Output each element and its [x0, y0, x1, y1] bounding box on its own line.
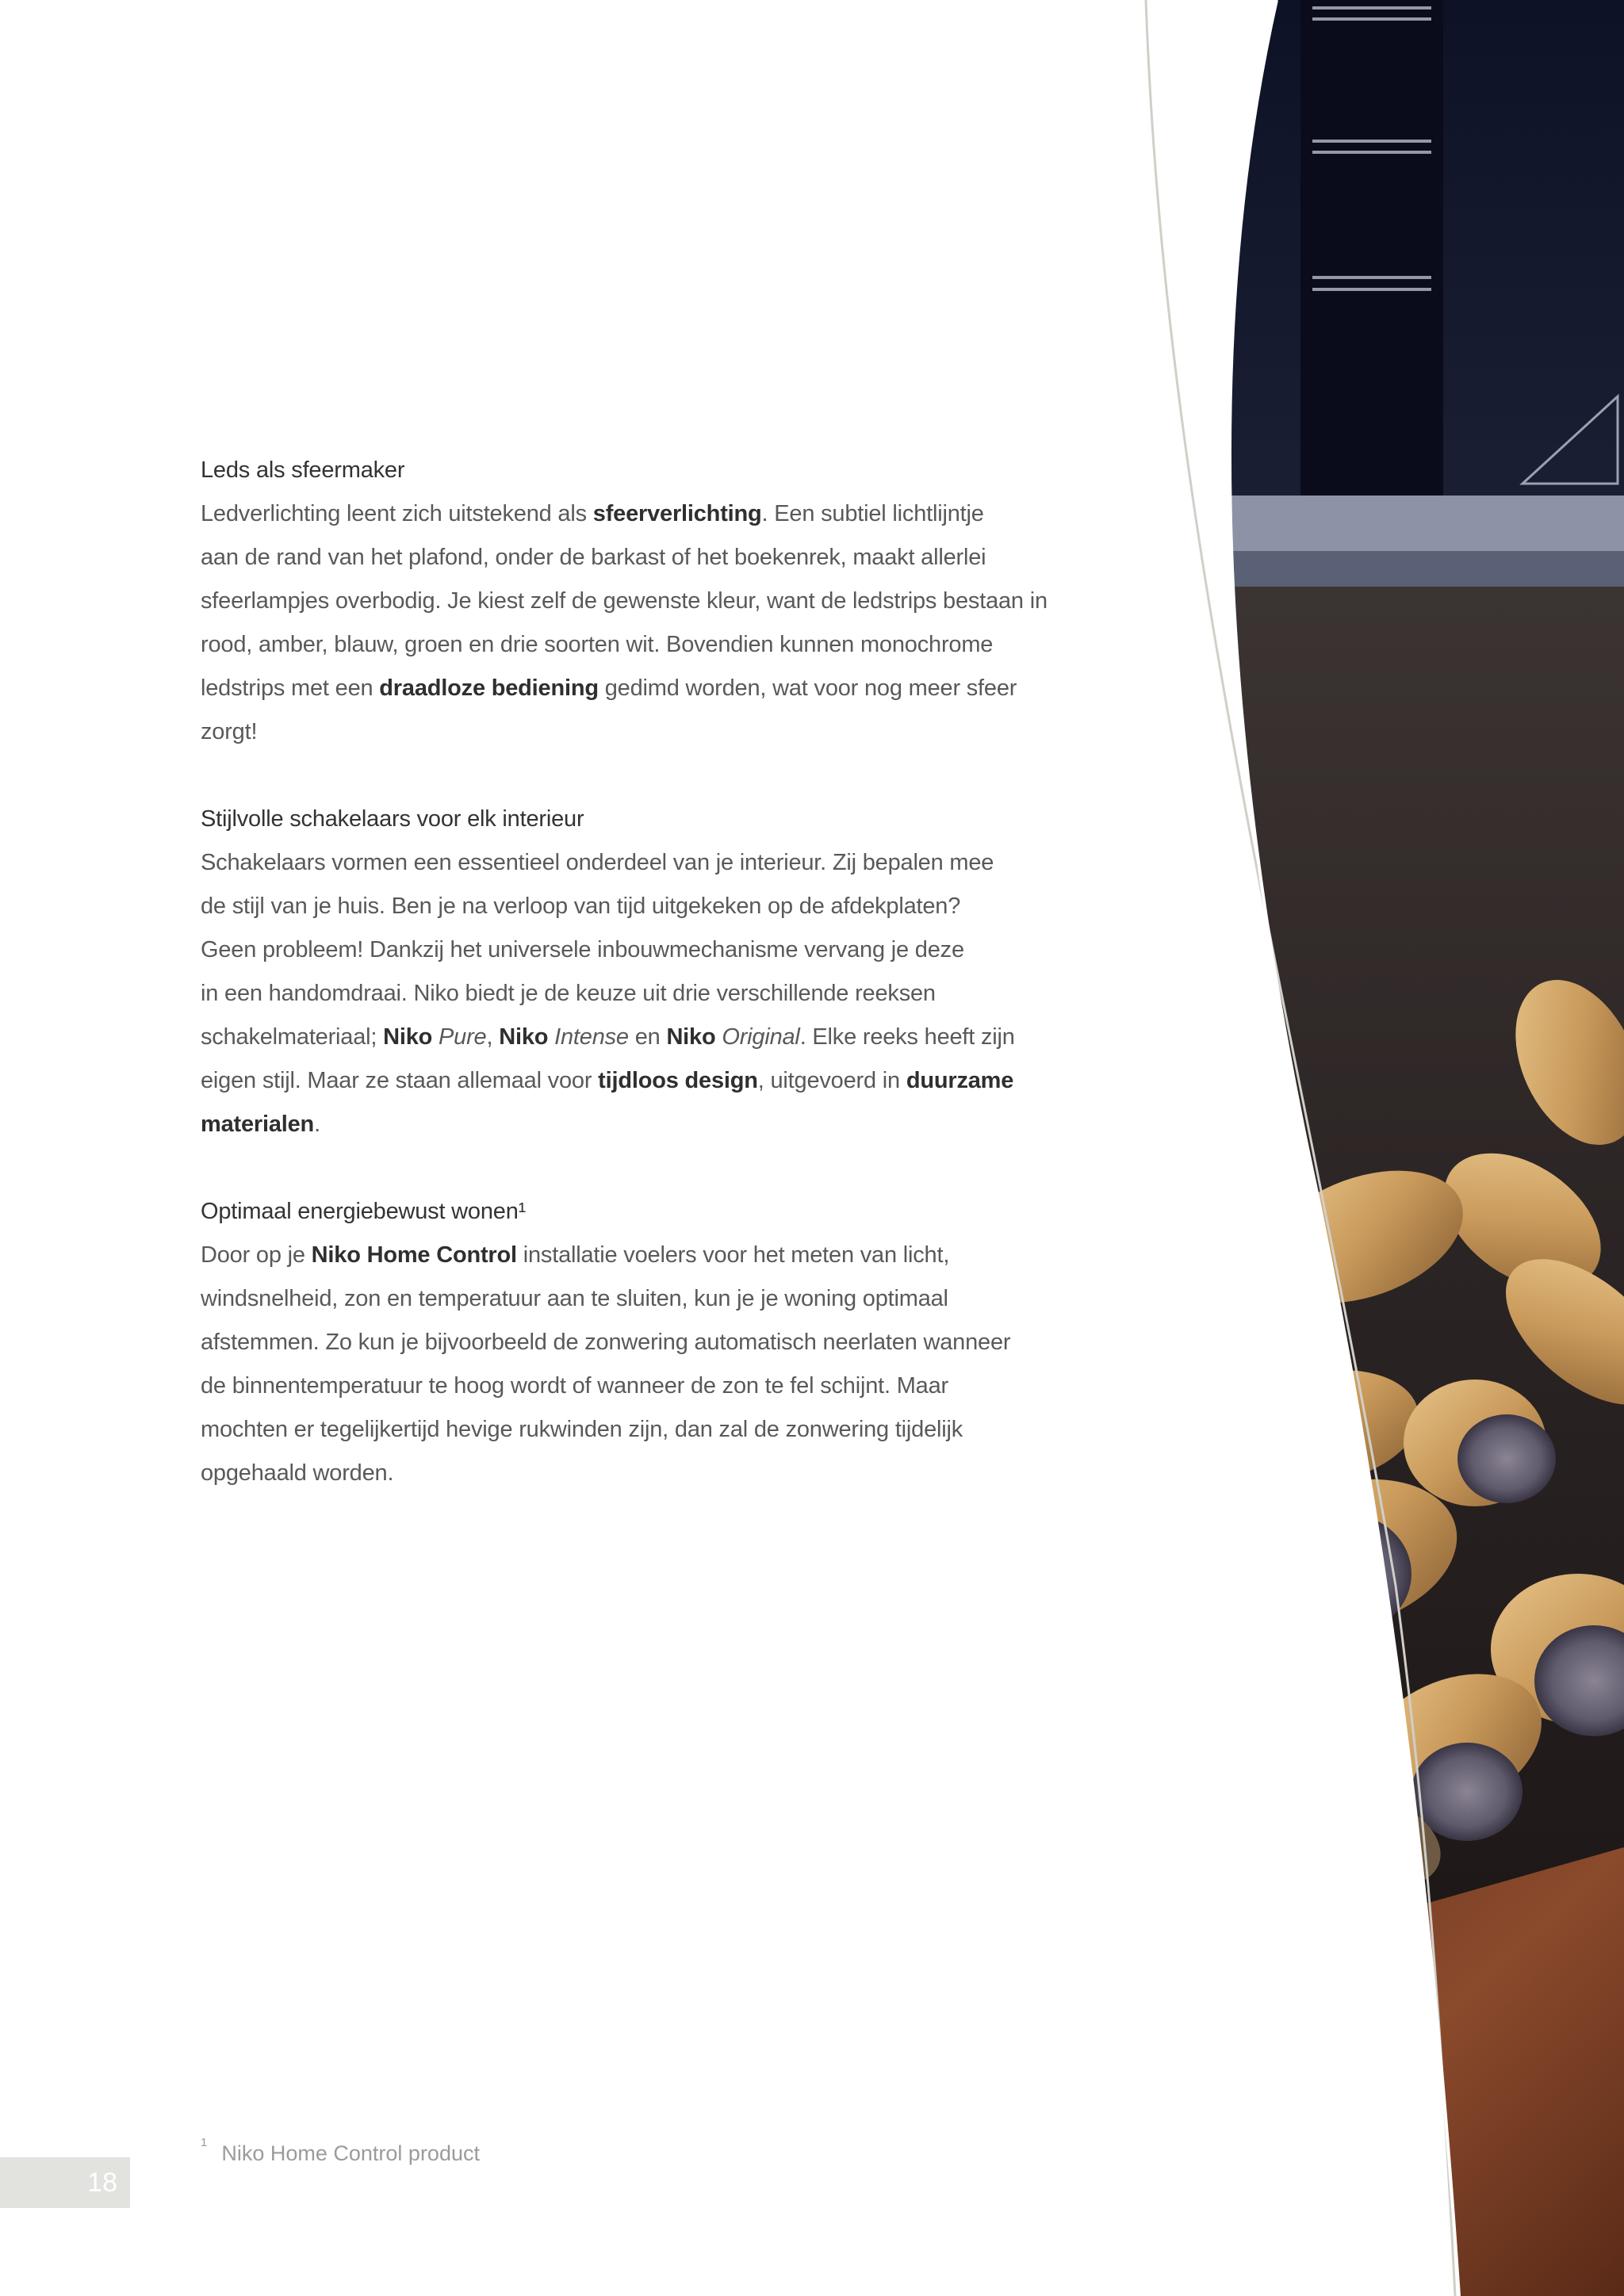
- emphasis-text: sfeerverlichting: [592, 501, 762, 526]
- paragraph-line: [201, 1321, 1011, 1364]
- paragraph-line: [201, 1234, 994, 1277]
- article-section: [201, 449, 1048, 754]
- body-text: Schakelaars vormen een essentieel onderdeel van je interieur. Zij bepalen mee: [201, 850, 994, 875]
- article-section: [201, 798, 1015, 1146]
- paragraph-line: [201, 492, 994, 536]
- article-body: [201, 449, 1048, 1539]
- emphasis-text: draadloze bediening: [379, 675, 599, 701]
- italic-text: Intense: [554, 1024, 629, 1050]
- body-text: schakelmateriaal;: [201, 1024, 384, 1050]
- footnote-marker: 1: [201, 2136, 208, 2149]
- section-heading: Leds als sfeermaker: [201, 457, 405, 483]
- paragraph-line: [201, 580, 1048, 623]
- paragraph-line: [201, 1059, 1014, 1103]
- section-heading: Optimaal energiebewust wonen¹: [201, 1199, 527, 1224]
- paragraph-line: [201, 1408, 994, 1452]
- body-text: , uitgevoerd in: [757, 1068, 906, 1093]
- body-text: opgehaald worden.: [201, 1460, 394, 1486]
- body-text: windsnelheid, zon en temperatuur aan te sluiten, kun je je woning optimaal: [201, 1286, 948, 1311]
- emphasis-text: Niko: [499, 1024, 549, 1050]
- paragraph-line: [201, 1277, 994, 1321]
- emphasis-text: Niko: [383, 1024, 433, 1050]
- body-text: sfeerlampjes overbodig. Je kiest zelf de gewenste kleur, want de ledstrips bestaan in: [201, 588, 1048, 614]
- body-text: Geen probleem! Dankzij het universele inbouwmechanisme vervang je deze: [201, 937, 964, 962]
- paragraph-line: [201, 1016, 1015, 1059]
- footnote-text: Niko Home Control product: [221, 2141, 480, 2165]
- paragraph-line: [201, 928, 994, 972]
- emphasis-text: Niko Home Control: [311, 1242, 517, 1268]
- paragraph-line: [201, 1103, 994, 1146]
- body-text: [548, 1024, 554, 1050]
- body-text: zorgt!: [201, 719, 258, 744]
- body-text: eigen stijl. Maar ze staan allemaal voor: [201, 1068, 599, 1093]
- paragraph-line: [201, 536, 994, 580]
- body-text: Door op je: [201, 1242, 312, 1268]
- page-number: 18: [0, 2157, 130, 2208]
- italic-text: Original: [722, 1024, 800, 1050]
- body-text: de binnentemperatuur te hoog wordt of wanneer de zon te fel schijnt. Maar: [201, 1373, 948, 1399]
- paragraph-line: [201, 885, 994, 928]
- body-text: de stijl van je huis. Ben je na verloop van tijd uitgekeken op de afdekplaten?: [201, 894, 961, 919]
- paragraph-line: [201, 972, 994, 1016]
- emphasis-text: Niko: [666, 1024, 716, 1050]
- section-heading: Stijlvolle schakelaars voor elk interieur: [201, 806, 584, 832]
- paragraph-line: [201, 1364, 994, 1408]
- body-text: . Een subtiel lichtlijntje: [761, 501, 984, 526]
- body-text: ,: [486, 1024, 500, 1050]
- paragraph-line: [201, 1452, 994, 1495]
- article-section: [201, 1190, 1011, 1495]
- body-text: aan de rand van het plafond, onder de barkast of het boekenrek, maakt allerlei: [201, 545, 986, 570]
- italic-text: Pure: [439, 1024, 487, 1050]
- body-text: [432, 1024, 439, 1050]
- body-text: . Elke reeks heeft zijn: [799, 1024, 1015, 1050]
- paragraph-line: [201, 841, 994, 885]
- body-text: rood, amber, blauw, groen en drie soorten wit. Bovendien kunnen monochrome: [201, 632, 994, 657]
- body-text: in een handomdraai. Niko biedt je de keuze uit drie verschillende reeksen: [201, 981, 936, 1006]
- body-text: installatie voelers voor het meten van licht,: [516, 1242, 950, 1268]
- body-text: afstemmen. Zo kun je bijvoorbeeld de zonwering automatisch neerlaten wanneer: [201, 1330, 1011, 1355]
- emphasis-text: materialen: [201, 1112, 315, 1137]
- paragraph-line: [201, 623, 994, 667]
- paragraph-line: [201, 710, 994, 754]
- footnote: [201, 2135, 480, 2168]
- body-text: mochten er tegelijkertijd hevige rukwinden zijn, dan zal de zonwering tijdelijk: [201, 1417, 963, 1442]
- emphasis-text: tijdloos design: [598, 1068, 758, 1093]
- body-text: .: [314, 1112, 320, 1137]
- emphasis-text: duurzame: [906, 1068, 1014, 1093]
- body-text: en: [628, 1024, 667, 1050]
- body-text: Ledverlichting leent zich uitstekend als: [201, 501, 593, 526]
- body-text: gedimd worden, wat voor nog meer sfeer: [598, 675, 1017, 701]
- paragraph-line: [201, 667, 1017, 710]
- body-text: ledstrips met een: [201, 675, 380, 701]
